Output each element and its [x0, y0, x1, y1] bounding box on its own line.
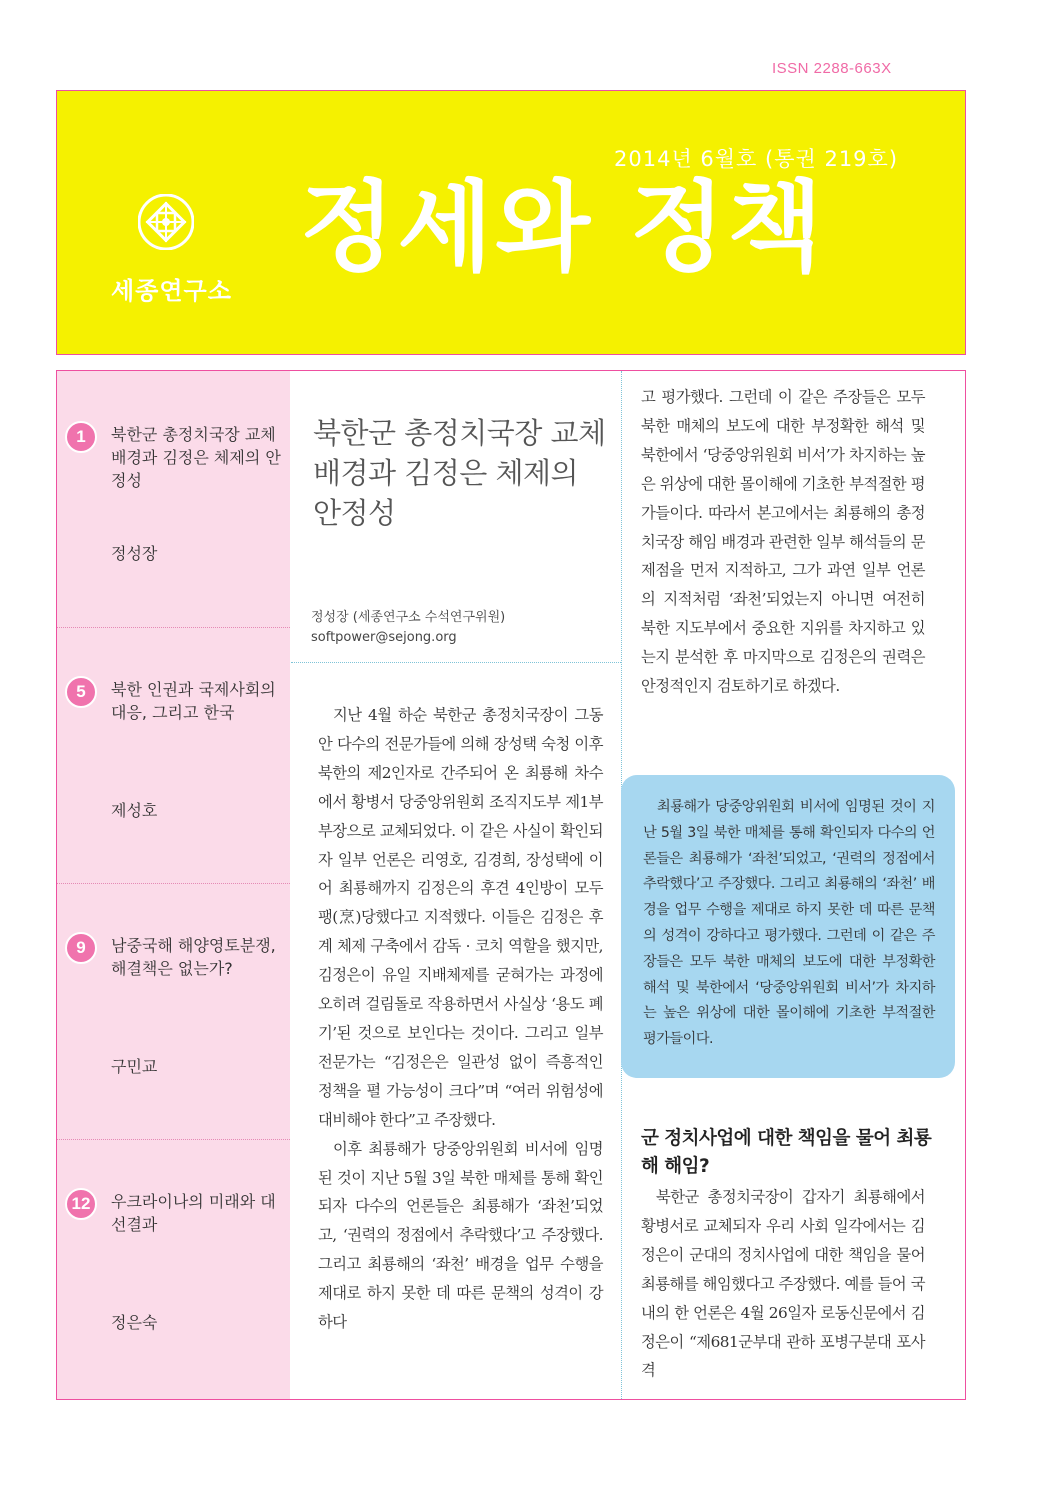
toc-item[interactable]: [57, 1139, 290, 1395]
toc-item-title: 북한 인권과 국제사회의 대응, 그리고 한국: [111, 680, 276, 722]
toc-item[interactable]: [57, 627, 290, 883]
article-byline: [311, 608, 505, 648]
toc-item-title: 북한군 총정치국장 교체 배경과 김정은 체제의 안정성: [111, 425, 281, 490]
toc-item-author: 제성호: [111, 801, 158, 820]
author-email[interactable]: softpower@sejong.org: [311, 630, 457, 645]
toc-item-title: 남중국해 해양영토분쟁, 해결책은 없는가?: [111, 936, 276, 978]
toc-page-badge: 1: [65, 421, 97, 453]
issue-info: 2014년 6월호 (통권 219호): [614, 147, 899, 171]
toc-item-title: 우크라이나의 미래와 대선결과: [111, 1192, 276, 1234]
publisher-logo-text: 세종연구소: [111, 276, 232, 305]
sejong-emblem-icon: [138, 194, 194, 250]
body-paragraph: 고 평가했다. 그런데 이 같은 주장들은 모두 북한 매체의 보도에 대한 부정확한 해석 및 북한에서 ‘당중앙위원회 비서’가 차지하는 높은 위상에 대한 몰이해에 기초한 부적절한 평가들이다. 따라서 본고에서는 최룡해의 총정치국장 해임 배경과 관련한 일부 해석들의 문제점을 먼저 지적하고, 그가 과연 일부 언론의 지적처럼 ‘좌천’되었는지 아니면 여전히 북한 지도부에서 중요한 지위를 차지하고 있는지 분석한 후 마지막으로 김정은의 권력은 안정적인지 검토하기로 하겠다.: [641, 388, 925, 696]
toc-page-badge: 5: [65, 676, 97, 708]
body-paragraph: 지난 4월 하순 북한군 총정치국장이 그동안 다수의 전문가들에 의해 장성택 숙청 이후 북한의 제2인자로 간주되어 온 최룡해 차수에서 황병서 당중앙위원회 조직지도부 제1부부장으로 교체되었다. 이 같은 사실이 확인되자 일부 언론은 리영호, 김경희, 장성택에 이어 최룡해까지 김정은의 후견 4인방이 모두 팽(烹)당했다고 지적했다. 이들은 김정은 후계 체제 구축에서 감독 · 코치 역할을 했지만, 김정은이 유일 지배체제를 굳혀가는 과정에 오히려 걸림돌로 작용하면서 사실상 ‘용도 폐기’된 것으로 보인다는 것이다. 그리고 일부 전문가는 “김정은은 일관성 없이 즉흥적인 정책을 펼 가능성이 크다”며 “여러 위험성에 대비해야 한다”고 주장했다.: [318, 706, 603, 1129]
article-column-left: [318, 701, 603, 1337]
toc-item-author: 정은숙: [111, 1313, 158, 1332]
toc-item[interactable]: [57, 371, 290, 627]
article-column-right-bottom: [641, 1183, 925, 1385]
body-paragraph: 북한군 총정치국장이 갑자기 최룡해에서 황병서로 교체되자 우리 사회 일각에서는 김정은이 군대의 정치사업에 대한 책임을 물어 최룡해를 해임했다고 주장했다. 예를 들어 국내의 한 언론은 4월 26일자 로동신문에서 김정은이 “제681군부대 관하 포병구분대 포사격: [641, 1188, 925, 1380]
article-title: 북한군 총정치국장 교체 배경과 김정은 체제의 안정성: [313, 416, 606, 530]
toc-item-author: 정성장: [111, 544, 158, 563]
issn-number: ISSN 2288-663X: [772, 60, 892, 77]
toc-item-author: 구민교: [111, 1057, 158, 1076]
content-frame: [56, 370, 966, 1400]
pull-quote-text: 최룡해가 당중앙위원회 비서에 임명된 것이 지난 5월 3일 북한 매체를 통해 확인되자 다수의 언론들은 최룡해가 ‘좌천’되었고, ‘권력의 정점에서 추락했다’고 주장했다. 그리고 최룡해의 ‘좌천’ 배경을 업무 수행을 제대로 하지 못한 데 따른 문책의 성격이 강하다고 평가했다. 그런데 이 같은 주장들은 모두 북한 매체의 보도에 대한 부정확한 해석 및 북한에서 ‘당중앙위원회 비서’가 차지하는 높은 위상에 대한 몰이해에 기초한 부적절한 평가들이다.: [643, 799, 935, 1048]
byline-divider: [291, 662, 621, 663]
toc-page-badge: 12: [65, 1188, 97, 1220]
table-of-contents: [57, 371, 290, 1399]
publication-title: 정세와 정책: [300, 171, 826, 285]
toc-item[interactable]: [57, 883, 290, 1139]
section-heading: 군 정치사업에 대한 책임을 물어 최룡해 해임?: [641, 1128, 932, 1177]
body-paragraph: 이후 최룡해가 당중앙위원회 비서에 임명된 것이 지난 5월 3일 북한 매체를 통해 확인되자 다수의 언론들은 최룡해가 ‘좌천’되었고, ‘권력의 정점에서 추락했다’고 주장했다. 그리고 최룡해의 ‘좌천’ 배경을 업무 수행을 제대로 하지 못한 데 따른 문책의 성격이 강하다: [318, 1139, 603, 1332]
article-column-right-top: [641, 383, 925, 701]
masthead: [56, 90, 966, 355]
pull-quote-box: [621, 775, 955, 1078]
toc-page-badge: 9: [65, 932, 97, 964]
author-affiliation: 정성장 (세종연구소 수석연구위원): [311, 610, 506, 625]
